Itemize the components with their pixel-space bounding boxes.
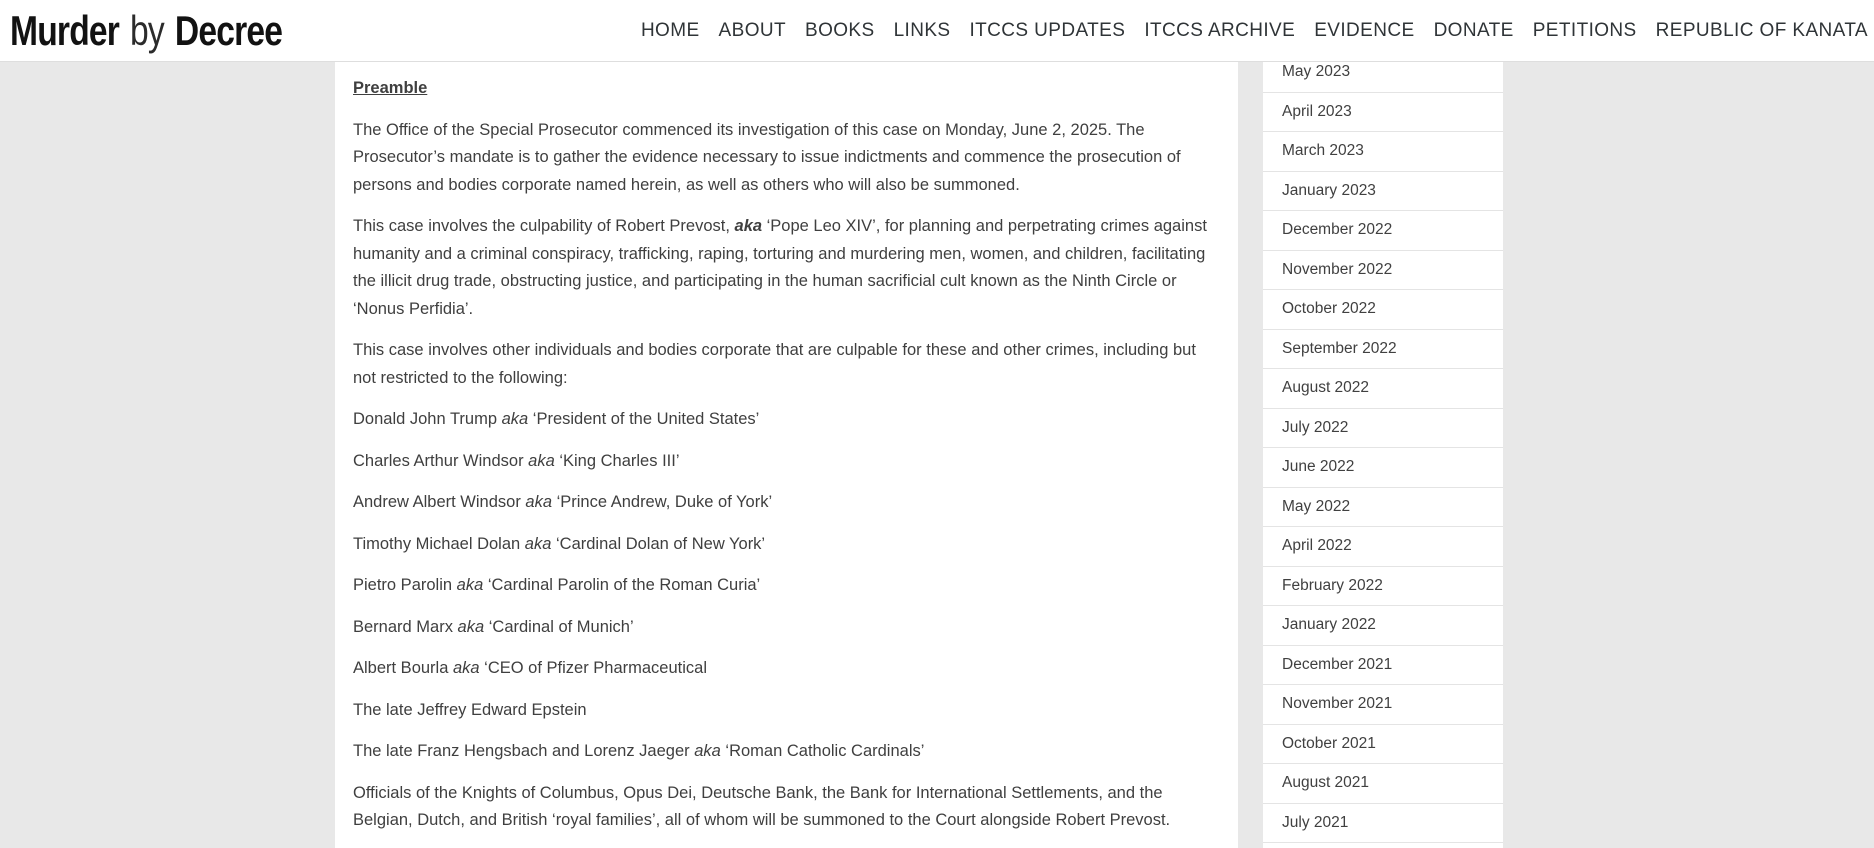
aka-emphasis: aka bbox=[524, 534, 552, 553]
nav-item-home[interactable]: HOME bbox=[640, 19, 700, 41]
article-body bbox=[353, 75, 1213, 835]
archive-month-link[interactable]: July 2021 bbox=[1263, 804, 1503, 844]
article-paragraph bbox=[353, 489, 1213, 517]
archive-month-link[interactable]: August 2022 bbox=[1263, 369, 1503, 409]
site-title-word: Murder bbox=[10, 6, 120, 54]
text-run: ‘President of the United States’ bbox=[528, 410, 760, 428]
text-run: Timothy Michael Dolan bbox=[353, 534, 525, 553]
archive-month-link[interactable]: July 2022 bbox=[1263, 409, 1503, 449]
text-run: Donald John Trump bbox=[353, 410, 502, 428]
text-run: Pietro Parolin bbox=[353, 576, 457, 594]
text-run: ‘Pope Leo XIV’, for planning and perpetrating crimes against humanity and a criminal conspiracy, trafficking, raping, torturing and murdering men, women, and children, facilitating the illicit drug trade, obstructing justice, and participating in the human sacrificial cult known as the Ninth Circle or ‘Nonus Perfidia’. bbox=[353, 217, 1207, 318]
nav-item-donate[interactable]: DONATE bbox=[1433, 19, 1514, 41]
aka-emphasis: aka bbox=[734, 217, 763, 235]
nav-item-itccs-updates[interactable]: ITCCS UPDATES bbox=[969, 19, 1126, 41]
text-run: Charles Arthur Windsor bbox=[353, 451, 529, 470]
text-run: This case involves other individuals and bodies corporate that are culpable for these and other crimes, including but not restricted to the following: bbox=[353, 341, 1196, 387]
archive-month-link[interactable]: September 2022 bbox=[1263, 330, 1503, 370]
text-run: ‘Cardinal Dolan of New York’ bbox=[551, 534, 766, 553]
archive-month-link[interactable]: November 2021 bbox=[1263, 685, 1503, 725]
article-paragraph bbox=[353, 655, 1213, 683]
archive-sidebar bbox=[1263, 62, 1503, 848]
article-paragraph bbox=[353, 697, 1213, 725]
aka-emphasis: aka bbox=[456, 576, 484, 594]
article-paragraph bbox=[353, 117, 1213, 200]
article-paragraph bbox=[353, 614, 1213, 642]
article-paragraph bbox=[353, 572, 1213, 600]
nav-item-itccs-archive[interactable]: ITCCS ARCHIVE bbox=[1144, 19, 1296, 41]
site-title-word: by bbox=[130, 6, 164, 54]
text-run: ‘Cardinal Parolin of the Roman Curia’ bbox=[483, 576, 761, 594]
archive-month-link[interactable]: March 2023 bbox=[1263, 132, 1503, 172]
aka-emphasis: aka bbox=[501, 410, 529, 428]
archive-month-link[interactable]: April 2023 bbox=[1263, 93, 1503, 133]
aka-emphasis: aka bbox=[457, 617, 485, 636]
archive-month-link[interactable]: August 2021 bbox=[1263, 764, 1503, 804]
article-paragraph bbox=[353, 337, 1213, 392]
text-run: ‘King Charles III’ bbox=[554, 451, 680, 470]
archive-month-link[interactable]: June 2022 bbox=[1263, 448, 1503, 488]
archive-month-link[interactable]: November 2022 bbox=[1263, 251, 1503, 291]
nav-item-petitions[interactable]: PETITIONS bbox=[1532, 19, 1637, 41]
archive-month-link[interactable]: February 2022 bbox=[1263, 567, 1503, 607]
nav-item-links[interactable]: LINKS bbox=[893, 19, 951, 41]
archive-month-link[interactable]: May 2023 bbox=[1263, 62, 1503, 93]
text-run: Preamble bbox=[353, 79, 428, 97]
text-run: ‘Cardinal of Munich’ bbox=[484, 617, 634, 636]
text-run: ‘Prince Andrew, Duke of York’ bbox=[552, 493, 773, 511]
site-header bbox=[0, 0, 1874, 62]
article-paragraph bbox=[353, 531, 1213, 559]
text-run: The Office of the Special Prosecutor commenced its investigation of this case on Monday, June 2, 2025. The Prosecutor’s mandate is to gather the evidence necessary to issue indictments and commence the prosecution of persons and bodies corporate named herein, as well as others who will also be summoned. bbox=[353, 120, 1181, 194]
site-title-word: Decree bbox=[174, 6, 283, 54]
archive-month-link[interactable]: May 2022 bbox=[1263, 488, 1503, 528]
text-run: Albert Bourla bbox=[353, 659, 453, 677]
nav-item-republic-of-kanata[interactable]: REPUBLIC OF KANATA bbox=[1655, 19, 1868, 41]
aka-emphasis: aka bbox=[452, 659, 480, 677]
article-paragraph bbox=[353, 448, 1213, 476]
nav-item-about[interactable]: ABOUT bbox=[718, 19, 786, 41]
aka-emphasis: aka bbox=[694, 742, 721, 760]
archive-month-list bbox=[1263, 62, 1503, 843]
text-run: Andrew Albert Windsor bbox=[353, 493, 526, 511]
archive-month-link[interactable]: April 2022 bbox=[1263, 527, 1503, 567]
text-run: ‘Roman Catholic Cardinals’ bbox=[720, 742, 925, 760]
article-paragraph bbox=[353, 738, 1213, 766]
archive-month-link[interactable]: January 2022 bbox=[1263, 606, 1503, 646]
site-title-link[interactable] bbox=[10, 7, 282, 55]
text-run: Bernard Marx bbox=[353, 617, 458, 636]
archive-month-link[interactable]: December 2021 bbox=[1263, 646, 1503, 686]
preamble-heading bbox=[353, 75, 1213, 103]
article-card bbox=[335, 62, 1238, 848]
text-run: ‘CEO of Pfizer Pharmaceutical bbox=[479, 659, 707, 677]
archive-month-link[interactable]: October 2022 bbox=[1263, 290, 1503, 330]
text-run: The late Jeffrey Edward Epstein bbox=[353, 700, 587, 719]
article-paragraph bbox=[353, 406, 1213, 434]
nav-item-evidence[interactable]: EVIDENCE bbox=[1314, 19, 1415, 41]
article-paragraph bbox=[353, 213, 1213, 323]
nav-item-books[interactable]: BOOKS bbox=[805, 19, 875, 41]
text-run: Officials of the Knights of Columbus, Opus Dei, Deutsche Bank, the Bank for International Settlements, and the Belgian, Dutch, and British ‘royal families’, all of whom will be summoned to the Court alongside Robert Prevost. bbox=[353, 783, 1171, 829]
article-paragraph bbox=[353, 780, 1213, 835]
archive-month-link[interactable]: December 2022 bbox=[1263, 211, 1503, 251]
archive-month-link[interactable]: January 2023 bbox=[1263, 172, 1503, 212]
main-nav bbox=[641, 20, 1874, 42]
text-run: The late Franz Hengsbach and Lorenz Jaeger bbox=[353, 742, 695, 760]
text-run: This case involves the culpability of Robert Prevost, bbox=[353, 217, 735, 235]
archive-month-link[interactable]: October 2021 bbox=[1263, 725, 1503, 765]
aka-emphasis: aka bbox=[528, 451, 555, 470]
aka-emphasis: aka bbox=[525, 493, 553, 511]
